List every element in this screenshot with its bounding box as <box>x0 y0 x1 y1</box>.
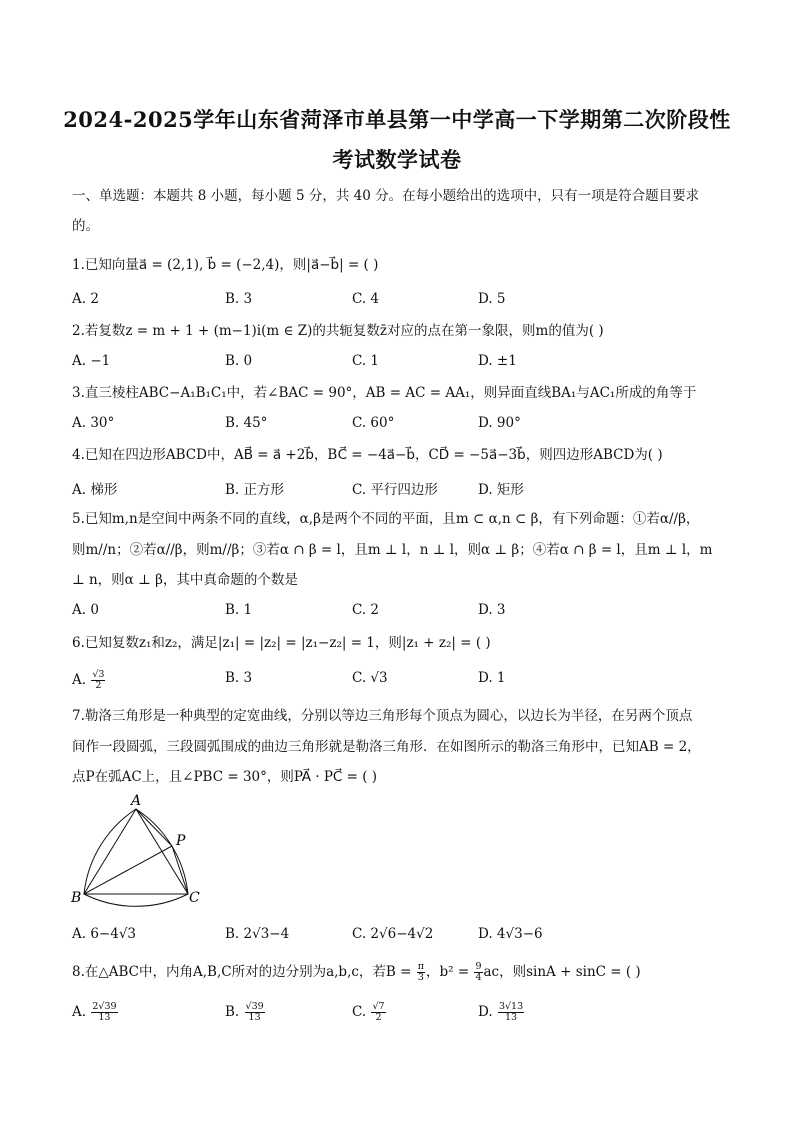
option-b[interactable]: B. 2√3−4 <box>225 926 290 942</box>
question-7-stem-line2: 间作一段圆弧，三段圆弧围成的曲边三角形就是勒洛三角形．在如图所示的勒洛三角形中，已知AB = 2， <box>72 739 701 755</box>
section-heading-line2: 的。 <box>72 218 99 234</box>
question-5-options <box>72 602 732 620</box>
option-c[interactable]: C. 4 <box>352 291 380 307</box>
exam-title-line2: 考试数学试卷 <box>332 147 462 172</box>
option-d[interactable]: D. 90° <box>478 415 521 431</box>
label-p: P <box>176 833 186 849</box>
question-2-options <box>72 353 732 371</box>
option-a[interactable]: A. $\frac{2√39}{13}$ <box>72 1001 117 1023</box>
option-d[interactable]: D. 1 <box>478 670 506 686</box>
option-d[interactable]: D. 矩形 <box>478 482 524 498</box>
segment-ap <box>136 809 172 846</box>
question-4-options <box>72 478 732 496</box>
question-7-stem-line1: 7.勒洛三角形是一种典型的定宽曲线，分别以等边三角形每个顶点为圆心，以边长为半径，在另两个顶点 <box>72 708 693 724</box>
fraction: $\frac{√39}{13}$ <box>245 1001 264 1023</box>
q8-part3: ac，则sinA + sinC = ( ) <box>483 964 641 980</box>
question-8-options <box>72 1002 732 1026</box>
fraction-9-4: $\frac{9}{4}$ <box>475 961 482 983</box>
triangle-abc <box>84 809 188 894</box>
option-d[interactable]: D. 5 <box>478 291 506 307</box>
option-c[interactable]: C. √3 <box>352 670 388 686</box>
fraction: $\frac{√3}{2}$ <box>92 669 105 691</box>
option-d[interactable]: D. 4√3−6 <box>478 926 543 942</box>
option-c[interactable]: C. 2 <box>352 602 380 618</box>
question-1-stem: 1.已知向量a⃗ = (2,1), b⃗ = (−2,4)，则|a⃗−b⃗| = ( ) <box>72 257 379 273</box>
question-5-stem-line1: 5.已知m,n是空间中两条不同的直线，α,β是两个不同的平面，且m ⊂ α,n ⊂ β，有下列命题：①若α//β， <box>72 511 700 527</box>
option-b[interactable]: B. 45° <box>225 415 268 431</box>
option-c[interactable]: C. 1 <box>352 353 380 369</box>
option-b[interactable]: B. 3 <box>225 291 253 307</box>
q8-part1: 8.在△ABC中，内角A,B,C所对的边分别为a,b,c，若B = <box>72 964 416 980</box>
option-d[interactable]: D. $\frac{3√13}{13}$ <box>478 1001 524 1023</box>
option-b[interactable]: B. 正方形 <box>225 482 285 498</box>
label-b: B <box>71 890 82 906</box>
fraction: $\frac{2√39}{13}$ <box>92 1001 117 1023</box>
option-b[interactable]: B. 3 <box>225 670 253 686</box>
question-8-stem <box>72 962 732 983</box>
option-b[interactable]: B. $\frac{√39}{13}$ <box>225 1001 264 1023</box>
option-a[interactable]: A. $\frac{√3}{2}$ <box>72 669 105 691</box>
question-3-stem: 3.直三棱柱ABC−A₁B₁C₁中，若∠BAC = 90°，AB = AC = AA₁，则异面直线BA₁与AC₁所成的角等于 <box>72 385 697 401</box>
question-3-options <box>72 415 732 433</box>
question-5-stem-line3: ⊥ n，则α ⊥ β，其中真命题的个数是 <box>72 572 298 588</box>
option-d[interactable]: D. ±1 <box>478 353 517 369</box>
fraction-pi-3: $\frac{\pi}{3}$ <box>417 961 424 983</box>
reuleaux-triangle-figure <box>68 794 208 912</box>
fraction: $\frac{3√13}{13}$ <box>498 1001 524 1023</box>
arc-bc <box>84 894 188 906</box>
q8-part2: ，b² = <box>426 964 474 980</box>
question-6-stem: 6.已知复数z₁和z₂，满足|z₁| = |z₂| = |z₁−z₂| = 1，则|z₁ + z₂| = ( ) <box>72 635 491 651</box>
label-a: A <box>131 794 142 809</box>
option-a[interactable]: A. 梯形 <box>72 482 118 498</box>
question-7-options <box>72 926 732 944</box>
option-b[interactable]: B. 0 <box>225 353 253 369</box>
question-6-options <box>72 670 732 692</box>
segment-bp <box>84 846 172 894</box>
option-a[interactable]: A. −1 <box>72 353 111 369</box>
option-a[interactable]: A. 2 <box>72 291 99 307</box>
question-2-stem: 2.若复数z = m + 1 + (m−1)i(m ∈ Z)的共轭复数z̄对应的点在第一象限，则m的值为( ) <box>72 323 604 339</box>
option-a[interactable]: A. 6−4√3 <box>72 926 137 942</box>
option-b[interactable]: B. 1 <box>225 602 253 618</box>
segment-pc <box>172 846 188 894</box>
fraction: $\frac{√7}{2}$ <box>372 1001 385 1023</box>
label-c: C <box>189 890 200 906</box>
option-c[interactable]: C. 60° <box>352 415 395 431</box>
option-c[interactable]: C. $\frac{√7}{2}$ <box>352 1001 385 1023</box>
question-7-stem-line3: 点P在弧AC上，且∠PBC = 30°，则PA⃗ · PC⃗ = ( ) <box>72 769 378 785</box>
option-a[interactable]: A. 30° <box>72 415 115 431</box>
option-c[interactable]: C. 平行四边形 <box>352 482 438 498</box>
option-a[interactable]: A. 0 <box>72 602 99 618</box>
exam-title-line1: 2024-2025学年山东省菏泽市单县第一中学高一下学期第二次阶段性 <box>63 107 731 132</box>
option-c[interactable]: C. 2√6−4√2 <box>352 926 434 942</box>
option-d[interactable]: D. 3 <box>478 602 506 618</box>
question-4-stem: 4.已知在四边形ABCD中，AB⃗ = a⃗ +2b⃗，BC⃗ = −4a⃗−b⃗，CD⃗ = −5a⃗−3b⃗，则四边形ABCD为( ) <box>72 447 663 463</box>
question-1-options <box>72 291 732 309</box>
question-5-stem-line2: 则m//n；②若α//β，则m//β；③若α ∩ β = l，且m ⊥ l，n ⊥ l，则α ⊥ β；④若α ∩ β = l，且m ⊥ l，m <box>72 542 713 558</box>
section-heading-line1: 一、单选题：本题共 8 小题，每小题 5 分，共 40 分。在每小题给出的选项中，只有一项是符合题目要求 <box>72 188 700 204</box>
